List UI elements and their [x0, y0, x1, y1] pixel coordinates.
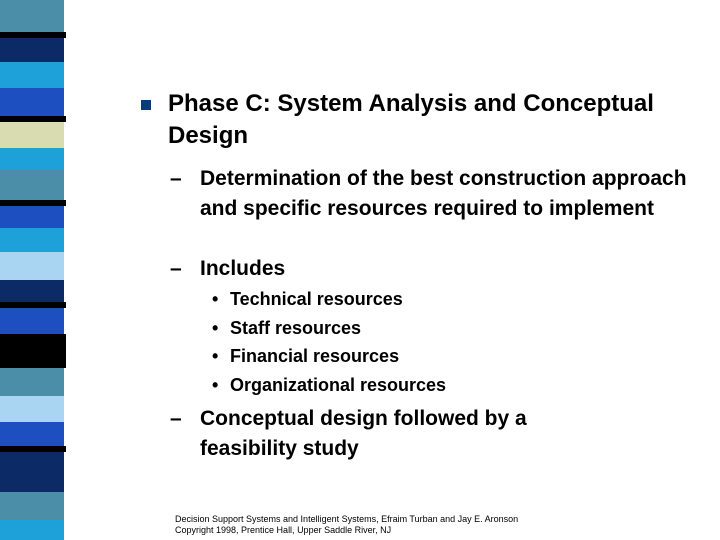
sub-point-determination [170, 164, 690, 224]
sub-point-includes [170, 254, 690, 284]
footer-line-2: Copyright 1998, Prentice Hall, Upper Saddle River, NJ [175, 525, 392, 535]
list-item-financial [212, 346, 612, 367]
dash-marker: – [170, 257, 182, 280]
footer-line-1: Decision Support Systems and Intelligent Systems, Efraim Turban and Jay E. Aronson [175, 514, 519, 524]
list-item-text: Staff resources [230, 318, 362, 338]
dash-marker: – [170, 167, 182, 190]
bullet-dot: • [212, 289, 219, 309]
list-item-staff [212, 318, 612, 339]
sub-point-text: Conceptual design followed by a feasibility study [200, 407, 527, 460]
bullet-dot: • [212, 346, 219, 366]
list-item-text: Organizational resources [230, 375, 447, 395]
slide-title: Phase C: System Analysis and Conceptual Design [168, 90, 654, 149]
list-item-organizational [212, 375, 612, 396]
bullet-dot: • [212, 318, 219, 338]
sub-point-conceptual-design [170, 404, 610, 464]
sub-point-text: Includes [200, 257, 286, 280]
list-item-text: Technical resources [230, 289, 403, 309]
dash-marker: – [170, 407, 182, 430]
list-item-text: Financial resources [230, 346, 400, 366]
footer-citation [175, 514, 695, 536]
sub-point-text: Determination of the best construction approach and specific resources required to implement [200, 167, 687, 220]
bullet-dot: • [212, 375, 219, 395]
square-bullet-icon [141, 100, 151, 110]
list-item-technical [212, 289, 612, 310]
